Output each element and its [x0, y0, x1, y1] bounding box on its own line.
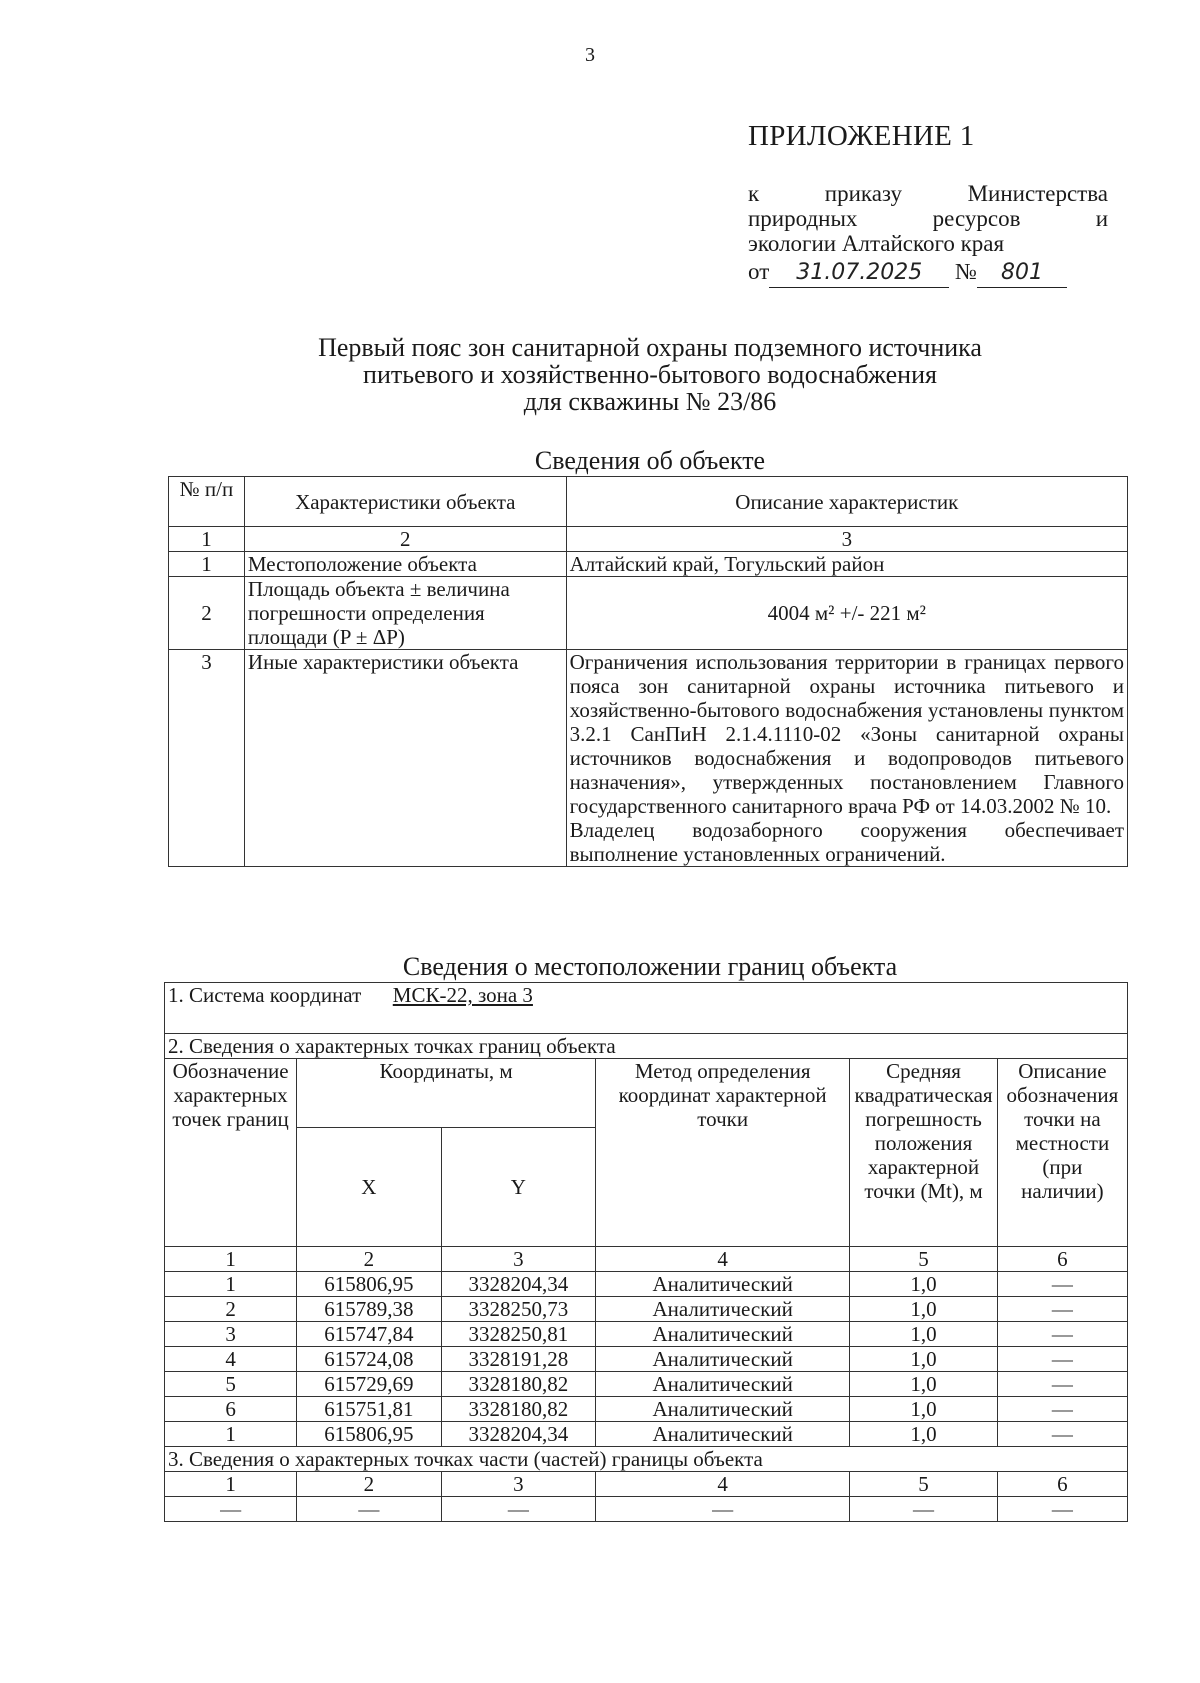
dash-cell: — [165, 1496, 297, 1521]
appendix-line-2 [748, 206, 1108, 231]
point-x: 615789,38 [297, 1296, 441, 1321]
column-number: 3 [441, 1471, 596, 1496]
column-number: 2 [244, 527, 566, 552]
appendix-line-3: экологии Алтайского края [748, 231, 1005, 256]
boundary-info-title: Сведения о местоположении границ объекта [402, 952, 898, 981]
point-x: 615806,95 [297, 1421, 441, 1446]
row-num: 3 [169, 650, 245, 867]
dash-cell: — [997, 1496, 1127, 1521]
point-method: Аналитический [596, 1296, 850, 1321]
table-row [169, 650, 1128, 867]
header-coords: Координаты, м [297, 1058, 596, 1127]
header-description: Описание обозначения точки на местности (при наличии) [997, 1058, 1127, 1246]
owner-obligation-text: Владелец водозаборного сооружения обеспечивает выполнение установленных ограничений. [569, 818, 1124, 866]
restrictions-text: Ограничения использования территории в границах первого пояса зон санитарной охраны источника питьевого и хозяйственно-бытового водоснабжения установлены пунктом 3.2.1 СанПиН 2.1.4.1110-02 «Зоны санитарной охраны источников водоснабжения и водопроводов питьевого назначения», утвержденных постановлением Главного государственного санитарного врача РФ от 14.03.2002 № 10. [569, 650, 1124, 818]
number-label: № [955, 259, 977, 284]
appendix-title: ПРИЛОЖЕНИЕ 1 [748, 120, 975, 152]
part-section-row [165, 1446, 1128, 1471]
point-y: 3328250,73 [441, 1296, 596, 1321]
header-characteristic: Характеристики объекта [244, 477, 566, 527]
column-number: 1 [165, 1471, 297, 1496]
point-desc: — [997, 1396, 1127, 1421]
point-desc: — [997, 1421, 1127, 1446]
appendix-word: Министерства [967, 181, 1108, 206]
table-header-row [169, 477, 1128, 527]
appendix-block [748, 120, 1108, 288]
appendix-word: и [1095, 206, 1108, 231]
column-number: 5 [850, 1471, 998, 1496]
column-numbers-row [165, 1246, 1128, 1271]
column-number: 6 [997, 1246, 1127, 1271]
column-number: 3 [441, 1246, 596, 1271]
document-title [0, 334, 1200, 415]
point-y: 3328180,82 [441, 1371, 596, 1396]
part-section-label: 3. Сведения о характерных точках части (частей) границы объекта [165, 1446, 1128, 1471]
point-id: 5 [165, 1371, 297, 1396]
title-line-3: для скважины № 23/86 [523, 387, 777, 416]
table-row [165, 1321, 1128, 1346]
row-name: Иные характеристики объекта [244, 650, 566, 867]
handwritten-date: 31.07.2025 [769, 259, 949, 288]
row-value: Алтайский край, Тогульский район [566, 552, 1127, 577]
point-mt: 1,0 [850, 1321, 998, 1346]
point-desc: — [997, 1296, 1127, 1321]
point-x: 615747,84 [297, 1321, 441, 1346]
spacer-row [165, 1007, 1128, 1033]
points-body [165, 1271, 1128, 1446]
coord-system-row [165, 983, 1128, 1008]
point-y: 3328191,28 [441, 1346, 596, 1371]
point-x: 615729,69 [297, 1371, 441, 1396]
row-value [566, 650, 1127, 867]
part-column-numbers-row [165, 1471, 1128, 1496]
point-y: 3328180,82 [441, 1396, 596, 1421]
row-value: 4004 м² +/- 221 м² [566, 577, 1127, 650]
table-row [165, 1296, 1128, 1321]
point-method: Аналитический [596, 1396, 850, 1421]
point-method: Аналитический [596, 1321, 850, 1346]
points-section-label: 2. Сведения о характерных точках границ объекта [165, 1033, 1128, 1058]
header-y: Y [441, 1127, 596, 1246]
point-id: 2 [165, 1296, 297, 1321]
coord-system-cell [165, 983, 1128, 1008]
dash-cell: — [441, 1496, 596, 1521]
order-line [748, 258, 1108, 288]
point-id: 1 [165, 1421, 297, 1446]
points-section-row [165, 1033, 1128, 1058]
appendix-word: к [748, 181, 760, 206]
point-method: Аналитический [596, 1271, 850, 1296]
point-mt: 1,0 [850, 1296, 998, 1321]
header-num: № п/п [169, 477, 245, 527]
column-number: 6 [997, 1471, 1127, 1496]
point-desc: — [997, 1371, 1127, 1396]
point-y: 3328250,81 [441, 1321, 596, 1346]
column-number: 1 [165, 1246, 297, 1271]
coord-system-value: МСК-22, зона 3 [392, 983, 533, 1007]
point-method: Аналитический [596, 1421, 850, 1446]
point-desc: — [997, 1321, 1127, 1346]
appendix-word: ресурсов [932, 206, 1021, 231]
object-info-title: Сведения об объекте [534, 446, 766, 475]
point-x: 615806,95 [297, 1271, 441, 1296]
dash-cell: — [596, 1496, 850, 1521]
dash-cell: — [850, 1496, 998, 1521]
point-id: 3 [165, 1321, 297, 1346]
table-row [169, 527, 1128, 552]
appendix-word: природных [748, 206, 858, 231]
table-row [169, 552, 1128, 577]
row-name: Площадь объекта ± величина погрешности определения площади (P ± ΔP) [244, 577, 566, 650]
point-mt: 1,0 [850, 1421, 998, 1446]
header-error: Средняя квадратическая погрешность положения характерной точки (Mt), м [850, 1058, 998, 1246]
column-number: 1 [169, 527, 245, 552]
point-mt: 1,0 [850, 1271, 998, 1296]
row-num: 2 [169, 577, 245, 650]
table-header-row [165, 1058, 1128, 1127]
point-id: 4 [165, 1346, 297, 1371]
coord-system-label: 1. Система координат [168, 983, 362, 1007]
boundary-points-table [164, 982, 1128, 1522]
row-num: 1 [169, 552, 245, 577]
point-desc: — [997, 1271, 1127, 1296]
part-dash-row [165, 1496, 1128, 1521]
header-description: Описание характеристик [566, 477, 1127, 527]
point-y: 3328204,34 [441, 1421, 596, 1446]
table-row [165, 1396, 1128, 1421]
object-info-table [168, 476, 1128, 867]
point-method: Аналитический [596, 1371, 850, 1396]
appendix-line-1 [748, 181, 1108, 206]
header-method: Метод определения координат характерной точки [596, 1058, 850, 1246]
handwritten-number: 801 [977, 259, 1067, 288]
row-name: Местоположение объекта [244, 552, 566, 577]
table-row [165, 1346, 1128, 1371]
header-designation: Обозначение характерных точек границ [165, 1058, 297, 1246]
header-x: X [297, 1127, 441, 1246]
column-number: 4 [596, 1471, 850, 1496]
title-line-2: питьевого и хозяйственно-бытового водоснабжения [363, 360, 937, 389]
point-method: Аналитический [596, 1346, 850, 1371]
point-id: 6 [165, 1396, 297, 1421]
point-desc: — [997, 1346, 1127, 1371]
column-number: 5 [850, 1246, 998, 1271]
point-x: 615724,08 [297, 1346, 441, 1371]
appendix-word: приказу [824, 181, 903, 206]
column-number: 2 [297, 1246, 441, 1271]
table-row [165, 1371, 1128, 1396]
point-mt: 1,0 [850, 1371, 998, 1396]
table-row [165, 1271, 1128, 1296]
title-line-1: Первый пояс зон санитарной охраны подземного источника [318, 333, 982, 362]
table-row [165, 1421, 1128, 1446]
table-row [169, 577, 1128, 650]
column-number: 4 [596, 1246, 850, 1271]
point-mt: 1,0 [850, 1346, 998, 1371]
column-number: 2 [297, 1471, 441, 1496]
point-id: 1 [165, 1271, 297, 1296]
point-y: 3328204,34 [441, 1271, 596, 1296]
dash-cell: — [297, 1496, 441, 1521]
point-mt: 1,0 [850, 1396, 998, 1421]
from-label: от [748, 259, 770, 284]
spacer-cell [165, 1007, 1128, 1033]
point-x: 615751,81 [297, 1396, 441, 1421]
page-number: 3 [585, 44, 595, 66]
column-number: 3 [566, 527, 1127, 552]
